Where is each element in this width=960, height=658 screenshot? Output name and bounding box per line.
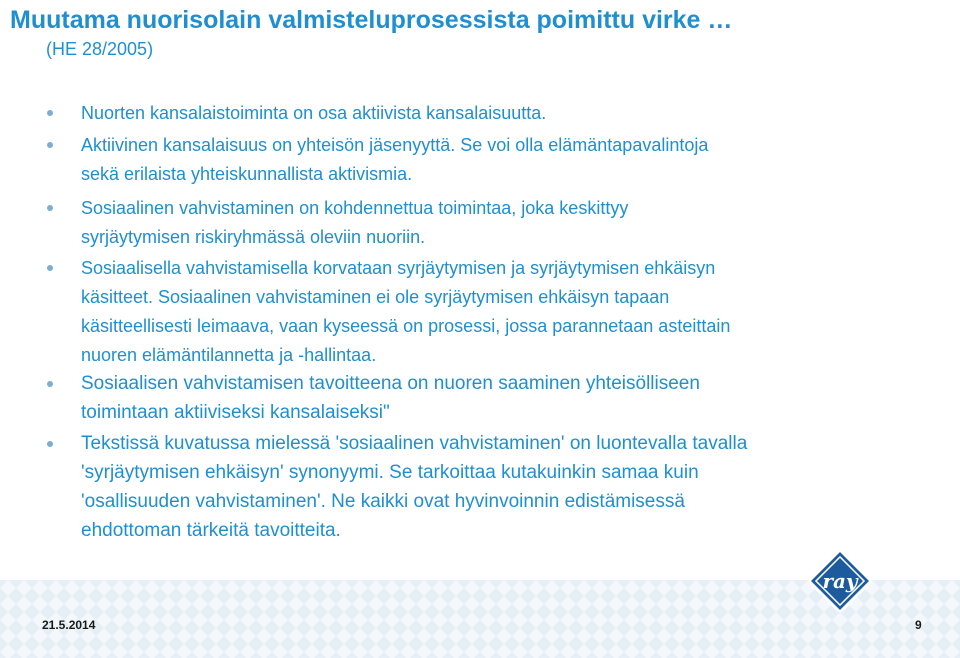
bullet-line: käsitteet. Sosiaalinen vahvistaminen ei ole syrjäytymisen ehkäisyn tapaan [81,287,670,307]
bullet-line: käsitteellisesti leimaava, vaan kyseessä on prosessi, jossa parannetaan asteittain [81,316,731,336]
bullet-dot-icon [47,110,53,116]
page-number: 9 [915,618,922,632]
bullet-line: 'osallisuuden vahvistaminen'. Ne kaikki ovat hyvinvoinnin edistämisessä [81,491,685,512]
slide-subtitle: (HE 28/2005) [46,39,154,59]
bullet-text [81,254,911,370]
bullet-text [81,99,911,128]
bullet-line: sekä erilaista yhteiskunnallista aktivismia. [81,164,413,184]
logo-text: ray [822,569,858,593]
bullet-text [81,194,911,252]
bullet-line: Tekstissä kuvatussa mielessä 'sosiaalinen vahvistaminen' on luontevalla tavalla [81,433,748,454]
bullet-dot-icon [47,265,53,271]
bullet-text [81,369,911,427]
bullet-dot-icon [47,441,53,447]
bullet-text [81,429,911,545]
slide-title: Muutama nuorisolain valmisteluprosessista poimittu virke … [10,6,733,34]
bullet-text [81,131,911,189]
bullet-line: nuoren elämäntilannetta ja -hallintaa. [81,345,377,365]
bullet-line: Sosiaalisella vahvistamisella korvataan syrjäytymisen ja syrjäytymisen ehkäisyn [81,258,716,278]
ray-logo [809,550,871,612]
bullet-line: ehdottoman tärkeitä tavoitteita. [81,520,341,541]
bullet-line: toimintaan aktiiviseksi kansalaiseksi" [81,402,390,423]
bullet-line: syrjäytymisen riskiryhmässä oleviin nuoriin. [81,227,426,247]
bullet-dot-icon [47,142,53,148]
bullet-dot-icon [47,205,53,211]
bullet-line: 'syrjäytymisen ehkäisyn' synonyymi. Se tarkoittaa kutakuinkin samaa kuin [81,462,699,483]
bullet-line: Sosiaalinen vahvistaminen on kohdennettua toimintaa, joka keskittyy [81,198,629,218]
bullet-line: Aktiivinen kansalaisuus on yhteisön jäsenyyttä. Se voi olla elämäntapavalintoja [81,135,709,155]
bullet-dot-icon [47,381,53,387]
bullet-line: Sosiaalisen vahvistamisen tavoitteena on nuoren saaminen yhteisölliseen [81,373,700,394]
bullet-line: Nuorten kansalaistoiminta on osa aktiivista kansalaisuutta. [81,103,547,123]
footer-date: 21.5.2014 [42,618,96,632]
